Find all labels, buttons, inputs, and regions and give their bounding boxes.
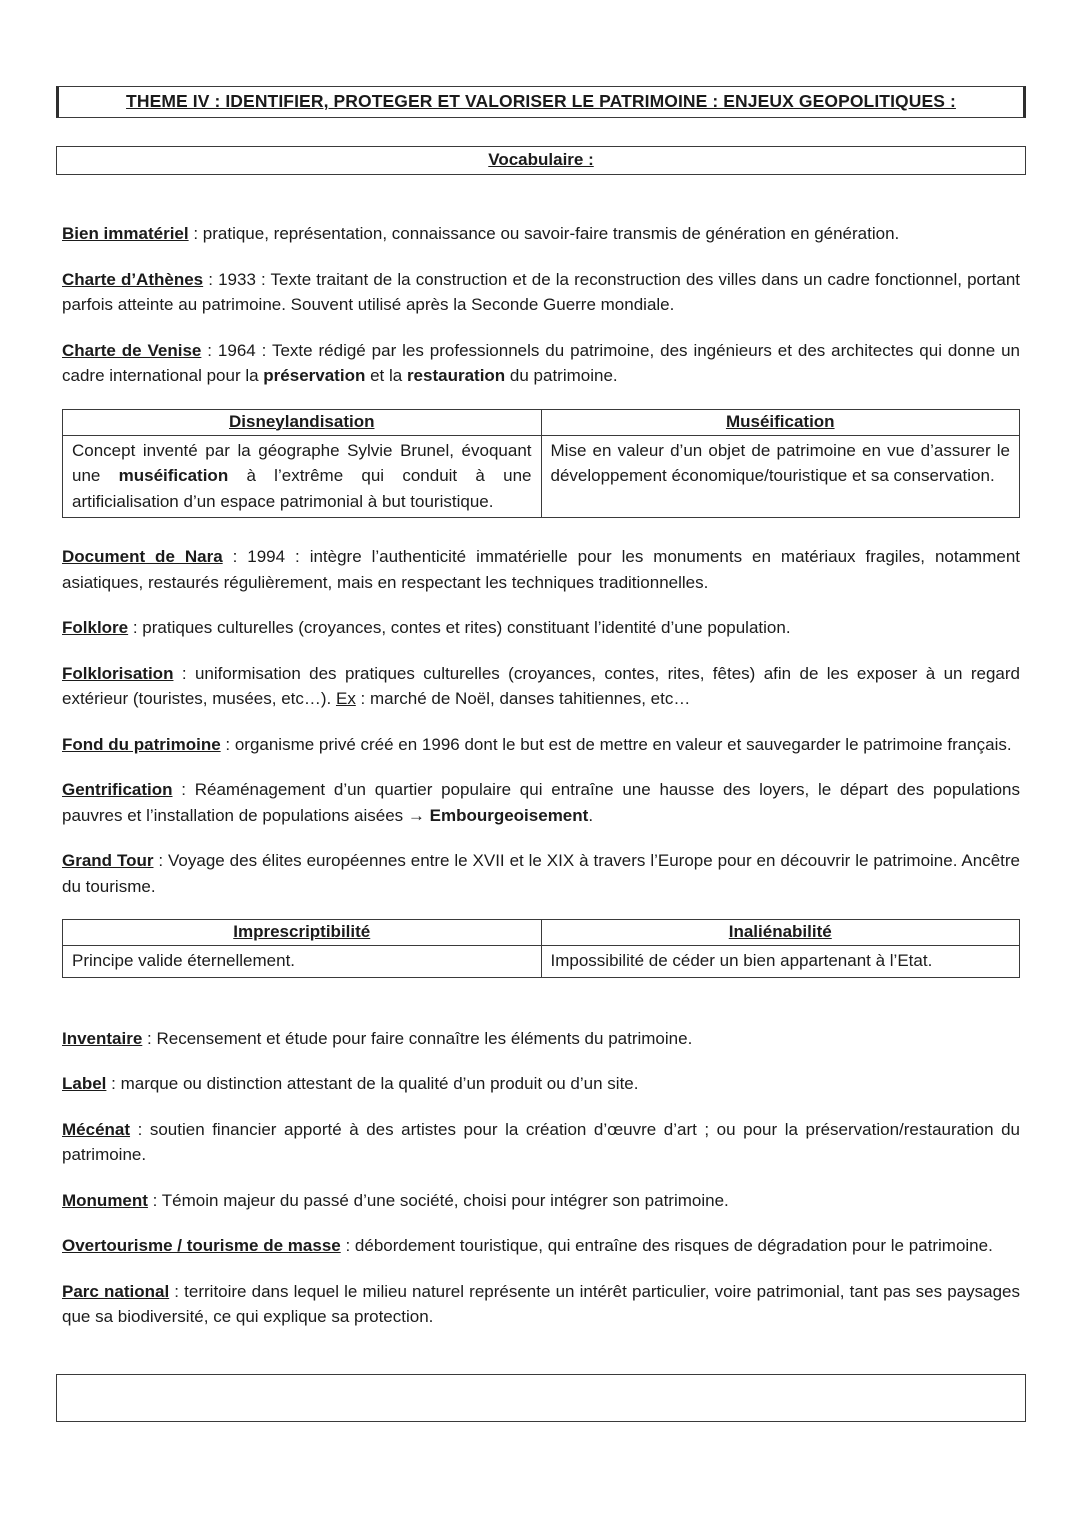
definition [62,615,1020,641]
definition [62,1117,1020,1168]
definition [62,848,1020,899]
text-run: : Recensement et étude pour faire connaître les éléments du patrimoine. [142,1028,693,1048]
table-cell-inalienabilite: Impossibilité de céder un bien appartenant à l’Etat. [541,946,1020,978]
definitions-group-1 [62,221,1020,389]
definition [62,338,1020,389]
text-run: préservation [263,366,366,385]
theme-title: THEME IV : IDENTIFIER, PROTEGER ET VALORISER LE PATRIMOINE : ENJEUX GEOPOLITIQUES : [126,91,956,111]
imprescriptibilite-inalienabilite-table [62,919,1020,978]
text-run: muséification [118,466,229,485]
definition-term: Document de Nara [62,547,223,566]
table-cell-museification [541,435,1020,518]
definition-term: Charte de Venise [62,340,202,360]
text-run: et la [365,366,407,385]
vocabulary-title: Vocabulaire : [488,150,594,169]
theme-title-box [56,86,1026,118]
definition [62,1233,1020,1259]
definition [62,1279,1020,1330]
definition [62,1188,1020,1214]
definition-term: Fond du patrimoine [62,734,221,754]
text-run: : pratiques culturelles (croyances, contes et rites) constituant l’identité d’une population. [128,618,791,637]
definition-term: Inventaire [62,1028,143,1048]
definition-term: Folklore [62,618,129,637]
text-run: : 1994 : intègre l’authenticité immatérielle pour les monuments en matériaux fragiles, notamment asiatiques, restaurés régulièrement, mais en respectant les techniques traditionnelles. [62,547,1020,592]
definition-term: Mécénat [62,1119,131,1139]
definition [62,544,1020,595]
text-run: : uniformisation des pratiques culturelles (croyances, contes, rites, fêtes) afin de les exposer à un regard extérieur (touristes, musées, etc…). [62,663,1020,708]
text-run: : Voyage des élites européennes entre le XVII et le XIX à travers l’Europe pour en découvrir le patrimoine. Ancêtre du tourisme. [62,851,1020,896]
vocabulary-title-box [56,146,1026,175]
definition [62,732,1020,758]
text-run: du patrimoine. [505,366,618,385]
definition [62,1071,1020,1097]
definition [62,777,1020,828]
text-run: à l’extrême qui conduit à une artificialisation d’un espace patrimonial à but touristique. [72,466,532,511]
text-run: restauration [406,366,506,385]
table-cell-imprescriptibilite: Principe valide éternellement. [63,946,542,978]
truncated-box [56,1374,1026,1422]
definition-term: Grand Tour [62,851,154,870]
text-run: : organisme privé créé en 1996 dont le but est de mettre en valeur et sauvegarder le patrimoine français. [220,734,1012,754]
table-header-inalienabilite: Inaliénabilité [541,920,1020,946]
text-run: → Embourgeoisement [407,805,589,825]
definition-term: Bien immatériel [62,224,189,243]
text-run: . [588,805,594,825]
text-run: : Réaménagement d’un quartier populaire qui entraîne une hausse des loyers, le départ des populations pauvres et l’installation de populations aisées [62,780,1020,825]
disneylandisation-museification-table [62,409,1020,519]
text-run: : Témoin majeur du passé d’une société, choisi pour intégrer son patrimoine. [147,1190,729,1210]
text-run: : 1964 : Texte rédigé par les professionnels du patrimoine, des ingénieurs et des architectes qui donne un cadre international pour la [62,340,1020,385]
definition [62,1026,1020,1052]
text-run: : 1933 : Texte traitant de la construction et de la reconstruction des villes dans un cadre fonctionnel, portant parfois atteinte au patrimoine. Souvent utilisé après la Seconde Guerre mondiale. [62,269,1021,314]
text-run: : soutien financier apporté à des artistes pour la création d’œuvre d’art ; ou pour la préservation/restauration du patrimoine. [62,1119,1020,1164]
definition-term: Gentrification [62,780,173,799]
text-run: : territoire dans lequel le milieu naturel représente un intérêt particulier, voire patrimonial, tant pas ses paysages que sa biodiversité, ce qui explique sa protection. [62,1281,1020,1326]
text-run: Ex [335,689,356,708]
definition-term: Label [62,1074,107,1093]
table-header-row [63,920,1020,946]
text-run: Mise en valeur d’un objet de patrimoine en vue d’assurer le développement économique/touristique et sa conservation. [550,440,1010,485]
text-run: : pratique, représentation, connaissance ou savoir-faire transmis de génération en génération. [188,224,900,243]
definition-term: Folklorisation [62,663,174,683]
definition [62,221,1020,247]
text-run: : débordement touristique, qui entraîne des risques de dégradation pour le patrimoine. [340,1236,993,1255]
table-header-disneylandisation: Disneylandisation [63,409,542,435]
definition-term: Overtourisme / tourisme de masse [62,1236,341,1255]
text-run: : marque ou distinction attestant de la qualité d’un produit ou d’un site. [106,1074,639,1093]
definitions-group-3 [62,1026,1020,1330]
definition-term: Charte d’Athènes [62,269,204,289]
table-header-row [63,409,1020,435]
definition-term: Monument [62,1190,148,1210]
table-row [63,946,1020,978]
table-cell-disneylandisation [63,435,542,518]
table-header-imprescriptibilite: Imprescriptibilité [63,920,542,946]
definition-term: Parc national [62,1281,170,1301]
text-run: Concept inventé par la géographe Sylvie Brunel, évoquant une [72,440,532,485]
table-header-museification: Muséification [541,409,1020,435]
table-row [63,435,1020,518]
text-run: : marché de Noël, danses tahitiennes, etc… [355,689,691,708]
definition [62,267,1020,318]
definition [62,661,1020,712]
definitions-group-2 [62,544,1020,899]
